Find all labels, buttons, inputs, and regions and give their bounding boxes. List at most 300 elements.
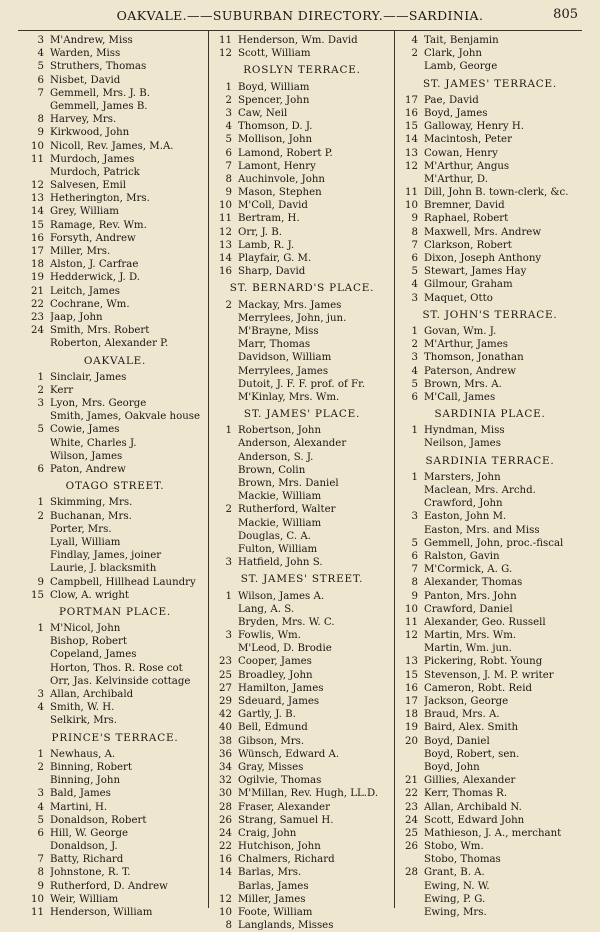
directory-entry	[24, 232, 206, 245]
house-number: 15	[31, 589, 44, 601]
house-number: 7	[411, 239, 418, 251]
house-number: 30	[219, 788, 232, 800]
resident-name: Cooper, James	[238, 656, 312, 668]
house-number: 4	[37, 702, 44, 714]
directory-entry	[398, 655, 582, 668]
directory-entry	[212, 590, 392, 603]
directory-entry	[398, 252, 582, 265]
directory-entry	[212, 906, 392, 919]
directory-entry	[212, 708, 392, 721]
resident-name: Jackson, George	[424, 696, 509, 707]
resident-name: Grey, William	[50, 206, 119, 218]
directory-entry	[24, 463, 206, 476]
resident-name: Gemmell, John, proc.-fiscal	[424, 537, 564, 549]
directory-entry	[24, 410, 206, 423]
header-rule	[18, 30, 582, 31]
house-number: 2	[411, 339, 418, 351]
house-number: 18	[405, 709, 418, 721]
resident-name: Bryden, Mrs. W. C.	[238, 616, 335, 628]
resident-name: Foote, William	[238, 907, 313, 918]
house-number: 12	[405, 160, 418, 172]
house-number: 5	[37, 424, 44, 436]
directory-entry	[212, 517, 392, 530]
house-number: 24	[219, 827, 232, 839]
directory-entry	[398, 325, 582, 338]
resident-name: Nisbet, David	[50, 74, 121, 86]
resident-name: Auchinvole, John	[238, 173, 325, 185]
resident-name: Raphael, Robert	[424, 213, 509, 225]
house-number	[24, 100, 50, 113]
resident-name: M'Brayne, Miss	[238, 325, 319, 337]
directory-entry	[398, 801, 582, 814]
resident-name: Gemmell, Mrs. J. B.	[50, 87, 151, 99]
resident-name: Allan, Archibald N.	[424, 801, 522, 813]
resident-name: Lamond, Robert P.	[238, 147, 333, 159]
resident-name: Martin, Wm. jun.	[424, 643, 512, 655]
house-number: 3	[37, 35, 44, 46]
resident-name: Bertram, H.	[238, 213, 300, 225]
resident-name: Mackay, Mrs. James	[238, 299, 342, 311]
directory-entry	[398, 576, 582, 589]
directory-entry	[398, 669, 582, 682]
directory-entry	[24, 662, 206, 675]
house-number: 10	[405, 200, 418, 212]
house-number	[24, 337, 50, 350]
resident-name: Maxwell, Mrs. Andrew	[424, 226, 542, 238]
resident-name: Boyd, Robert, sen.	[424, 748, 520, 760]
directory-entry	[212, 477, 392, 490]
directory-entry	[24, 622, 206, 635]
house-number: 1	[37, 748, 44, 760]
resident-name: Murdoch, James	[50, 153, 135, 165]
directory-entry	[212, 530, 392, 543]
street-heading: ST. JOHN'S TERRACE.	[422, 308, 558, 321]
resident-name: Laurie, J. blacksmith	[50, 563, 157, 575]
resident-name: Orr, Jas. Kelvinside cottage	[50, 675, 191, 687]
house-number: 22	[405, 788, 418, 800]
resident-name: Buchanan, Mrs.	[50, 510, 132, 522]
street-heading: ST. JAMES' TERRACE.	[422, 77, 557, 90]
house-number: 1	[225, 425, 232, 437]
house-number: 4	[37, 801, 44, 813]
directory-entry	[24, 635, 206, 648]
resident-name: M'Call, James	[424, 391, 496, 403]
house-number: 23	[31, 311, 44, 323]
house-number: 6	[37, 827, 44, 839]
house-number: 4	[225, 121, 232, 133]
house-number: 1	[225, 81, 232, 93]
directory-entry	[24, 761, 206, 774]
resident-name: Boyd, William	[238, 81, 310, 93]
house-number: 32	[219, 775, 232, 787]
resident-name: Panton, Mrs. John	[424, 590, 517, 602]
directory-entry	[24, 324, 206, 337]
directory-entry	[212, 748, 392, 761]
resident-name: Jaap, John	[50, 311, 103, 323]
house-number	[212, 378, 238, 391]
resident-name: Grant, B. A.	[424, 867, 485, 879]
resident-name: Broadley, John	[238, 669, 313, 681]
directory-entry	[398, 682, 582, 695]
house-number: 11	[31, 153, 44, 165]
directory-entry	[398, 265, 582, 278]
resident-name: Hyndman, Miss	[424, 425, 505, 437]
house-number: 4	[411, 279, 418, 291]
house-number	[24, 549, 50, 562]
house-number: 38	[219, 735, 232, 747]
house-number: 12	[219, 226, 232, 238]
resident-name: Miller, James	[238, 893, 306, 905]
resident-name: M'Cormick, A. G.	[424, 564, 513, 576]
house-number: 19	[31, 272, 44, 284]
house-number	[398, 880, 424, 893]
resident-name: Bremner, David	[424, 200, 505, 212]
page-number: 805	[553, 7, 578, 22]
directory-entry	[212, 265, 392, 278]
house-number: 8	[37, 867, 44, 879]
directory-entry	[212, 424, 392, 437]
directory-entry	[24, 113, 206, 126]
directory-entry	[24, 285, 206, 298]
house-number	[24, 635, 50, 648]
resident-name: Easton, John M.	[424, 511, 507, 523]
directory-entry	[212, 252, 392, 265]
house-number	[212, 391, 238, 404]
page-header	[0, 6, 600, 28]
house-number: 10	[219, 907, 232, 918]
house-number: 28	[405, 867, 418, 879]
resident-name: Bishop, Robert	[50, 636, 127, 648]
resident-name: Hamilton, James	[238, 682, 324, 694]
directory-entry	[24, 840, 206, 853]
resident-name: Bald, James	[50, 788, 111, 800]
resident-name: Clow, A. wright	[50, 589, 130, 601]
house-number: 2	[411, 48, 418, 60]
resident-name: Cowan, Henry	[424, 147, 498, 159]
resident-name: Merrylees, John, jun.	[238, 312, 347, 324]
house-number: 8	[411, 577, 418, 589]
resident-name: M'Arthur, D.	[424, 173, 488, 185]
directory-entry	[212, 120, 392, 133]
resident-name: Hedderwick, J. D.	[50, 272, 140, 284]
resident-name: Robertson, John	[238, 425, 322, 437]
directory-entry	[24, 562, 206, 575]
directory-entry	[398, 133, 582, 146]
house-number: 12	[219, 893, 232, 905]
resident-name: Boyd, John	[424, 761, 480, 773]
house-number	[398, 437, 424, 450]
directory-entry	[24, 576, 206, 589]
house-number: 27	[219, 682, 232, 694]
house-number: 11	[405, 187, 418, 199]
directory-entry	[24, 166, 206, 179]
resident-name: Mollison, John	[238, 134, 313, 146]
directory-entry	[398, 524, 582, 537]
resident-name: Tait, Benjamin	[424, 35, 499, 46]
resident-name: Cowie, James	[50, 424, 120, 436]
directory-entry	[212, 199, 392, 212]
directory-entry	[212, 787, 392, 800]
resident-name: White, Charles J.	[50, 437, 137, 449]
house-number: 15	[31, 219, 44, 231]
directory-entry	[398, 47, 582, 60]
resident-name: Merrylees, James	[238, 365, 329, 377]
street-heading: SARDINIA TERRACE.	[425, 454, 555, 467]
house-number: 15	[405, 121, 418, 133]
resident-name: Skimming, Mrs.	[50, 497, 133, 509]
house-number	[398, 906, 424, 919]
resident-name: Smith, Mrs. Robert	[50, 325, 150, 337]
directory-entry	[398, 840, 582, 853]
house-number: 14	[31, 206, 44, 218]
resident-name: M'Coll, David	[238, 200, 308, 212]
house-number: 6	[37, 464, 44, 475]
house-number: 8	[411, 226, 418, 238]
resident-name: Ramage, Rev. Wm.	[50, 219, 147, 231]
house-number	[24, 166, 50, 179]
directory-entry	[398, 497, 582, 510]
directory-entry	[398, 212, 582, 225]
house-number: 11	[219, 35, 232, 46]
resident-name: Barlas, James	[238, 880, 309, 892]
directory-entry	[212, 893, 392, 906]
house-number: 12	[219, 48, 232, 60]
house-number	[398, 60, 424, 73]
directory-entry	[212, 853, 392, 866]
house-number	[24, 714, 50, 727]
resident-name: Chalmers, Richard	[238, 854, 335, 866]
house-number: 5	[225, 134, 232, 146]
resident-name: Fowlis, Wm.	[238, 630, 301, 642]
house-number: 7	[225, 160, 232, 172]
directory-entry	[398, 120, 582, 133]
street-heading: ST. BERNARD'S PLACE.	[229, 282, 375, 295]
directory-entry	[24, 675, 206, 688]
directory-entry	[24, 87, 206, 100]
house-number: 21	[31, 285, 44, 297]
directory-entry	[24, 496, 206, 509]
directory-entry	[24, 153, 206, 166]
directory-entry	[398, 814, 582, 827]
house-number: 4	[411, 365, 418, 377]
house-number	[212, 642, 238, 655]
house-number	[212, 451, 238, 464]
resident-name: Kerr	[50, 384, 74, 396]
resident-name: Dutoit, J. F. F. prof. of Fr.	[238, 378, 366, 390]
resident-name: Dixon, Joseph Anthony	[424, 253, 542, 264]
resident-name: Brown, Mrs. A.	[424, 378, 502, 390]
house-number: 26	[219, 814, 232, 826]
directory-entry	[212, 47, 392, 60]
directory-entry	[398, 629, 582, 642]
house-number: 6	[37, 74, 44, 86]
house-number: 10	[31, 893, 44, 905]
house-number: 11	[219, 213, 232, 225]
resident-name: M'Arthur, James	[424, 339, 508, 351]
resident-name: Alexander, Thomas	[424, 577, 523, 589]
directory-entry	[212, 880, 392, 893]
directory-entry	[212, 451, 392, 464]
house-number	[24, 437, 50, 450]
directory-entry	[24, 748, 206, 761]
directory-entry	[24, 523, 206, 536]
house-number	[398, 642, 424, 655]
house-number: 3	[411, 511, 418, 523]
house-number: 1	[37, 497, 44, 509]
house-number: 3	[37, 689, 44, 700]
directory-entry	[398, 748, 582, 761]
resident-name: Crawford, Daniel	[424, 603, 513, 615]
house-number: 6	[225, 147, 232, 159]
directory-entry	[212, 186, 392, 199]
house-number: 6	[411, 550, 418, 562]
house-number: 26	[405, 841, 418, 853]
directory-entry	[212, 338, 392, 351]
resident-name: Maquet, Otto	[424, 292, 493, 304]
directory-entry	[24, 814, 206, 827]
directory-entry	[212, 827, 392, 840]
resident-name: Gillies, Alexander	[424, 775, 516, 787]
resident-name: Hutchison, John	[238, 841, 321, 853]
directory-entry	[212, 616, 392, 629]
house-number: 22	[31, 298, 44, 310]
directory-entry	[212, 107, 392, 120]
directory-entry	[212, 642, 392, 655]
directory-entry	[212, 490, 392, 503]
house-number: 16	[31, 232, 44, 244]
directory-entry	[212, 94, 392, 107]
resident-name: Horton, Thos. R. Rose cot	[50, 662, 183, 674]
column-divider	[394, 31, 395, 908]
directory-entry	[398, 774, 582, 787]
directory-entry	[398, 471, 582, 484]
house-number	[24, 774, 50, 787]
resident-name: Campbell, Hillhead Laundry	[50, 576, 196, 588]
resident-name: Copeland, James	[50, 649, 137, 661]
house-number: 10	[31, 140, 44, 152]
house-number: 2	[37, 384, 44, 396]
house-number: 3	[225, 557, 232, 569]
house-number: 9	[411, 213, 418, 225]
resident-name: Hill, W. George	[50, 827, 129, 839]
directory-entry	[212, 133, 392, 146]
directory-entry	[24, 384, 206, 397]
directory-entry	[398, 563, 582, 576]
directory-entry	[398, 695, 582, 708]
resident-name: Ewing, N. W.	[424, 880, 490, 892]
directory-entry	[212, 160, 392, 173]
resident-name: Lyall, William	[50, 536, 121, 548]
resident-name: Marsters, John	[424, 471, 501, 483]
house-number: 10	[219, 200, 232, 212]
house-number: 8	[225, 920, 232, 932]
resident-name: Gray, Misses	[238, 761, 304, 773]
house-number	[212, 464, 238, 477]
house-number: 2	[225, 299, 232, 311]
house-number: 12	[31, 180, 44, 192]
resident-name: Donaldson, Robert	[50, 814, 147, 826]
directory-entry	[24, 371, 206, 384]
directory-entry	[398, 173, 582, 186]
directory-entry	[24, 47, 206, 60]
directory-entry	[398, 616, 582, 629]
house-number: 8	[225, 173, 232, 185]
house-number	[24, 562, 50, 575]
resident-name: Barlas, Mrs.	[238, 867, 302, 879]
house-number	[24, 410, 50, 423]
directory-entry	[24, 258, 206, 271]
directory-entry	[24, 219, 206, 232]
house-number	[398, 761, 424, 774]
house-number: 3	[37, 398, 44, 410]
house-number: 4	[411, 35, 418, 46]
directory-entry	[398, 160, 582, 173]
resident-name: Lang, A. S.	[238, 603, 295, 615]
resident-name: Gartly, J. B.	[238, 709, 296, 721]
resident-name: Sdeuard, James	[238, 696, 320, 707]
house-number: 14	[219, 253, 232, 264]
house-number	[212, 517, 238, 530]
directory-entry	[24, 450, 206, 463]
resident-name: Thomson, D. J.	[238, 121, 313, 133]
resident-name: Marr, Thomas	[238, 339, 311, 351]
resident-name: Cochrane, Wm.	[50, 298, 130, 310]
resident-name: Crawford, John	[424, 498, 503, 510]
resident-name: Rutherford, Walter	[238, 504, 336, 516]
resident-name: Pae, David	[424, 94, 479, 106]
house-number: 2	[37, 510, 44, 522]
resident-name: Ralston, Gavin	[424, 550, 500, 562]
house-number: 42	[219, 709, 232, 721]
resident-name: Neilson, James	[424, 438, 501, 450]
resident-name: Martin, Mrs. Wm.	[424, 630, 517, 642]
resident-name: Easton, Mrs. and Miss	[424, 524, 540, 536]
house-number: 5	[411, 266, 418, 278]
resident-name: Struthers, Thomas	[50, 61, 147, 73]
directory-entry	[212, 840, 392, 853]
resident-name: Newhaus, A.	[50, 748, 116, 760]
resident-name: Smith, W. H.	[50, 702, 115, 714]
resident-name: Mathieson, J. A., merchant	[424, 827, 562, 839]
directory-entry	[24, 205, 206, 218]
house-number	[212, 543, 238, 556]
house-number: 14	[405, 134, 418, 146]
house-number: 3	[411, 292, 418, 304]
house-number	[212, 530, 238, 543]
directory-entry	[24, 880, 206, 893]
resident-name: Forsyth, Andrew	[50, 232, 136, 244]
directory-entry	[398, 893, 582, 906]
house-number	[212, 312, 238, 325]
house-number: 1	[37, 371, 44, 383]
resident-name: Brown, Mrs. Daniel	[238, 478, 339, 489]
directory-entry	[24, 192, 206, 205]
directory-entry	[398, 437, 582, 450]
directory-entry	[24, 648, 206, 661]
resident-name: Ewing, Mrs.	[424, 907, 487, 918]
resident-name: Scott, William	[238, 48, 311, 60]
directory-entry	[212, 556, 392, 569]
house-number	[398, 893, 424, 906]
directory-entry	[212, 173, 392, 186]
directory-entry	[24, 536, 206, 549]
resident-name: Paterson, Andrew	[424, 365, 516, 377]
directory-entry	[24, 549, 206, 562]
house-number: 7	[37, 854, 44, 866]
house-number: 7	[37, 87, 44, 99]
house-number: 2	[225, 504, 232, 516]
resident-name: Maclean, Mrs. Archd.	[424, 485, 536, 496]
